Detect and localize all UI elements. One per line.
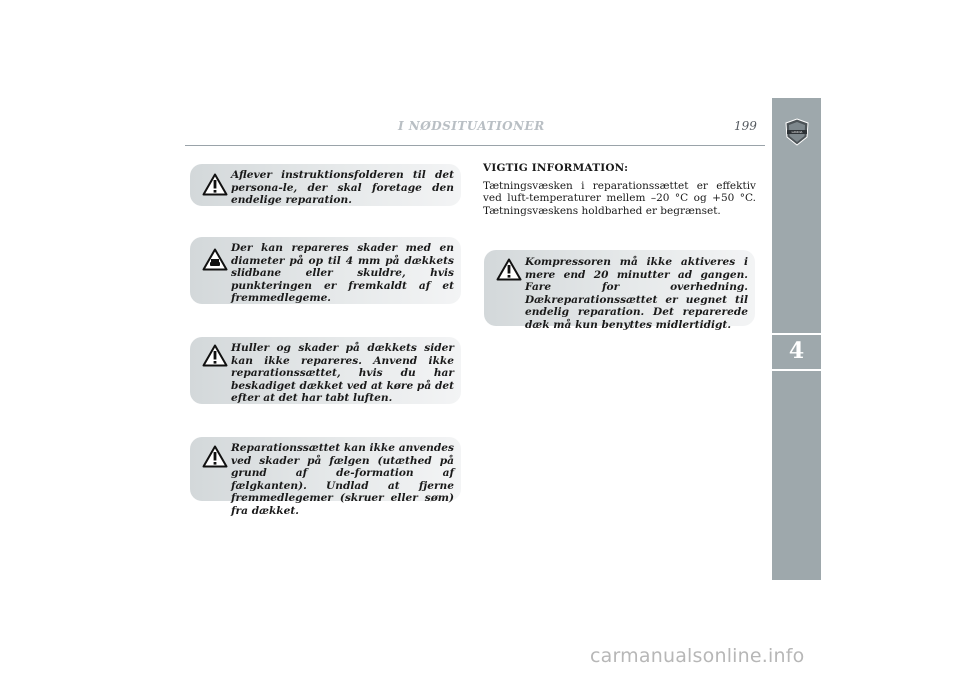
- warning-box-side-damage: [190, 337, 461, 404]
- warning-text: Aflever instruktionsfolderen til det persona-le, der skal foretage den endelige reparation.: [231, 169, 454, 207]
- lancia-logo-icon: [783, 118, 811, 146]
- warning-box-instructions: [190, 164, 461, 206]
- warning-text: Reparationssættet kan ikke anvendes ved skader på fælgen (utæthed på grund af de-formation af fælgkanten). Undlad at fjerne fremmedlegemer (skruer eller søm) fra dækket.: [231, 442, 454, 517]
- warning-text: Der kan repareres skader med en diameter på op til 4 mm på dækkets slidbane eller skuldre, hvis punkteringen er fremkaldt af et fremmedlegeme.: [231, 242, 454, 305]
- warning-triangle-icon: [202, 344, 228, 367]
- tyre-warning-icon: [202, 248, 228, 271]
- warning-box-compressor: [484, 250, 755, 331]
- tab-divider-top: [772, 333, 821, 335]
- logo-text: LANCIA: [791, 130, 803, 135]
- warning-triangle-icon: [202, 445, 228, 468]
- warning-text: Kompressoren må ikke aktiveres i mere end 20 minutter ad gangen. Fare for overhedning. Dækreparationssættet er uegnet til endelig reparation. Det reparerede dæk må kun benyttes midlertidigt.: [525, 256, 748, 331]
- warning-box-rim-damage: [190, 437, 461, 517]
- page-number: 199: [734, 119, 757, 133]
- section-title: I NØDSITUATIONER: [398, 119, 545, 133]
- header-divider: [185, 145, 765, 146]
- warning-triangle-icon: [202, 173, 228, 196]
- chapter-number: 4: [788, 338, 805, 364]
- info-heading: VIGTIG INFORMATION:: [483, 162, 629, 174]
- warning-box-repair-diameter: [190, 237, 461, 304]
- info-body: Tætningsvæsken i reparationssættet er effektiv ved luft-temperaturer mellem –20 °C og +50 °C. Tætningsvæskens holdbarhed er begrænset.: [483, 180, 756, 217]
- warning-triangle-icon: [496, 258, 522, 281]
- tab-divider-bottom: [772, 369, 821, 371]
- watermark-text: carmanualsonline.info: [590, 645, 805, 667]
- warning-text: Huller og skader på dækkets sider kan ikke repareres. Anvend ikke reparationssættet, hvis du har beskadiget dækket ved at køre på det efter at det har tabt luften.: [231, 342, 454, 405]
